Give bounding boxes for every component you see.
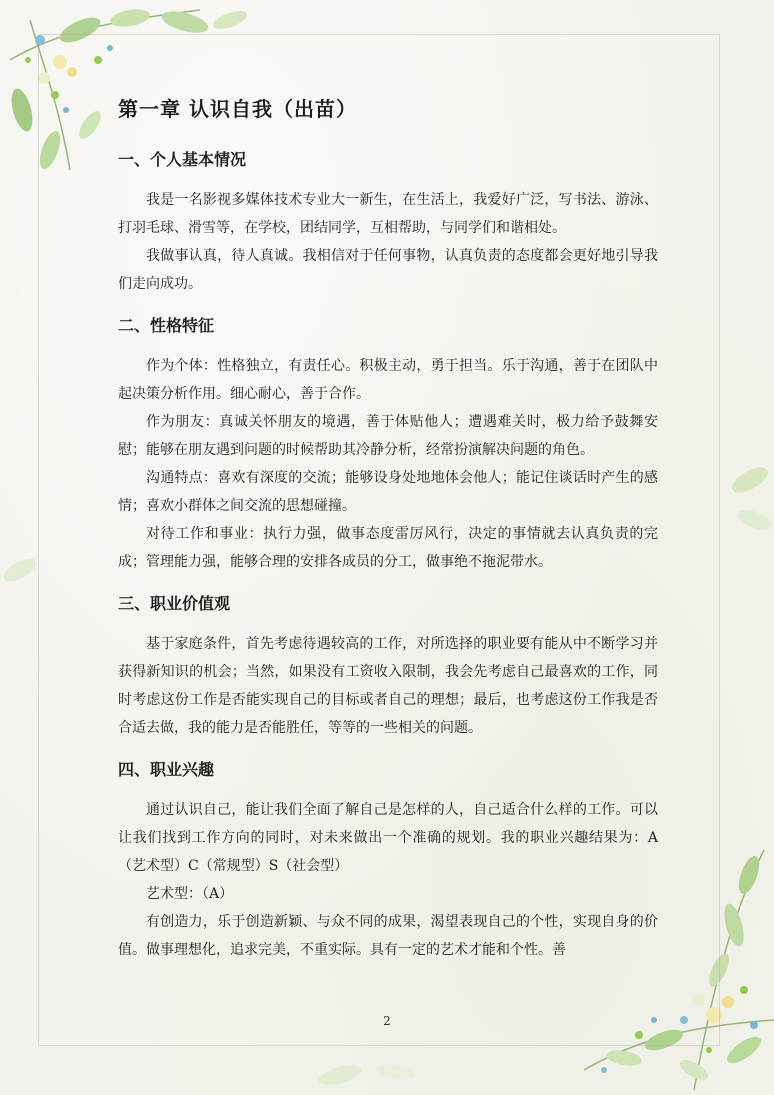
paragraph: 沟通特点：喜欢有深度的交流；能够设身处地地体会他人；能记住谈话时产生的感情；喜欢小群体之间交流的思想碰撞。	[118, 470, 658, 514]
leaf-left-edge-decoration	[0, 540, 60, 600]
paragraph: 作为朋友：真诚关怀朋友的境遇，善于体贴他人；遭遇难关时，极力给予鼓舞安慰；能够在朋友遇到问题的时候帮助其冷静分析，经常扮演解决问题的角色。	[118, 414, 658, 458]
section-career-values	[118, 592, 658, 742]
paragraph: 我是一名影视多媒体技术专业大一新生，在生活上，我爱好广泛，写书法、游泳、打羽毛球、滑雪等，在学校，团结同学，互相帮助，与同学们和谐相处。	[118, 192, 658, 236]
paragraph: 对待工作和事业：执行力强，做事态度雷厉风行，决定的事情就去认真负责的完成；管理能力强，能够合理的安排各成员的分工，做事绝不拖泥带水。	[118, 526, 658, 570]
section-basic-info	[118, 148, 658, 298]
leaf-right-edge-decoration	[700, 440, 774, 560]
section-title: 二、性格特征	[118, 316, 215, 335]
paragraph: 我做事认真，待人真诚。我相信对于任何事物，认真负责的态度都会更好地引导我们走向成功。	[118, 248, 658, 292]
paragraph: 有创造力，乐于创造新颖、与众不同的成果，渴望表现自己的个性，实现自身的价值。做事理想化，追求完美，不重实际。具有一定的艺术才能和个性。善	[118, 914, 658, 958]
paragraph: 作为个体：性格独立，有责任心。积极主动，勇于担当。乐于沟通，善于在团队中起决策分析作用。细心耐心，善于合作。	[118, 358, 658, 402]
page-number: 2	[383, 1014, 391, 1028]
chapter-title: 第一章 认识自我（出苗）	[118, 97, 357, 121]
document-body	[118, 96, 658, 980]
section-career-interest	[118, 758, 658, 964]
paragraph: 基于家庭条件，首先考虑待遇较高的工作，对所选择的职业要有能从中不断学习并获得新知识的机会；当然，如果没有工资收入限制，我会先考虑自己最喜欢的工作，同时考虑这份工作是否能实现自己的目标或者自己的理想；最后，也考虑这份工作我是否合适去做，我的能力是否能胜任，等等的一些相关的问题。	[118, 636, 658, 736]
paragraph: 艺术型：（A）	[146, 886, 234, 902]
section-personality	[118, 314, 658, 576]
leaf-bottom-decoration	[300, 1050, 440, 1095]
section-title: 一、个人基本情况	[118, 150, 247, 169]
paragraph: 通过认识自己，能让我们全面了解自己是怎样的人，自己适合什么样的工作。可以让我们找到工作方向的同时，对未来做出一个准确的规划。我的职业兴趣结果为：A（艺术型）C（常规型）S（社会型）	[118, 802, 658, 874]
section-title: 三、职业价值观	[118, 594, 231, 613]
section-title: 四、职业兴趣	[118, 760, 215, 779]
